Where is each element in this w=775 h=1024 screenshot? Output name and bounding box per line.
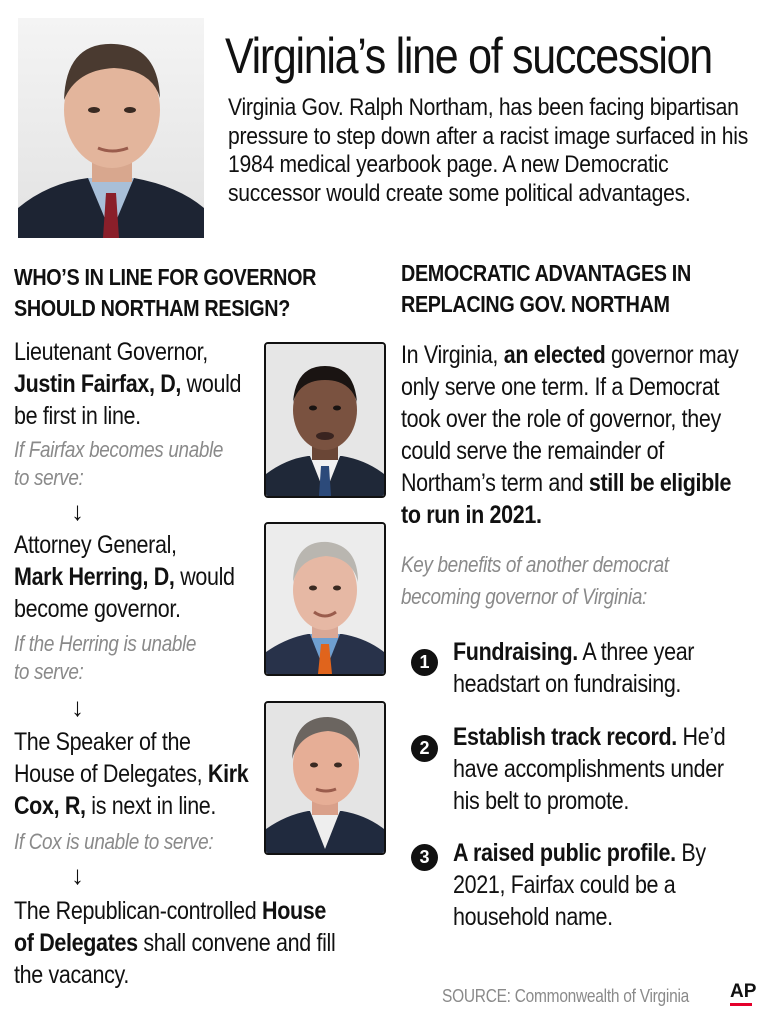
key-line2: becoming governor of Virginia: <box>401 584 647 609</box>
step4-line1-pre: The Republican-controlled <box>14 897 263 925</box>
left-heading-line2: SHOULD NORTHAM RESIGN? <box>14 295 290 321</box>
step1-name-line <box>14 368 272 400</box>
northam-photo <box>18 18 204 238</box>
right-heading-line2: REPLACING GOV. NORTHAM <box>401 291 670 317</box>
step4-line2-bold: of Delegates <box>14 929 138 957</box>
left-heading-line1: WHO’S IN LINE FOR GOVERNOR <box>14 264 317 290</box>
benefit-2 <box>453 721 763 817</box>
fairfax-photo <box>264 342 386 498</box>
step3-line3 <box>14 790 272 822</box>
para-l6-bold: to run in 2021. <box>401 501 542 529</box>
northam-portrait-illustration <box>18 18 204 238</box>
step3-line2-pre: House of Delegates, <box>14 760 208 788</box>
intro-text: Virginia Gov. Ralph Northam, has been facing bipartisan pressure to step down after a racist image surfaced in his 1984 medical yearbook page. A new Democratic successor would create some political advantages. <box>228 94 748 207</box>
step2-name: Mark Herring, D, <box>14 563 175 591</box>
para-line5 <box>401 467 775 499</box>
para-line3: took over the role of governor, they <box>401 405 721 433</box>
step3-condition: If Cox is unable to serve: <box>14 829 214 854</box>
fairfax-portrait-illustration <box>266 344 384 496</box>
page-title: Virginia’s line of succession <box>225 28 712 84</box>
step2-condition-line2: to serve: <box>14 659 84 684</box>
cox-photo <box>264 701 386 855</box>
step2-post: become governor. <box>14 595 181 623</box>
down-arrow-icon: ↓ <box>71 692 84 722</box>
advantages-paragraph <box>401 339 775 531</box>
step3-name-last: Cox, R, <box>14 792 86 820</box>
step1-condition-line2: to serve: <box>14 465 84 490</box>
key-benefits-intro <box>401 549 669 613</box>
step1-condition-line1: If Fairfax becomes unable <box>14 437 224 462</box>
benefit-3 <box>453 837 763 933</box>
down-arrow-icon: ↓ <box>71 496 84 526</box>
para-line2: only serve one term. If a Democrat <box>401 373 720 401</box>
para-line4: could serve the remainder of <box>401 437 664 465</box>
step4-line2 <box>14 927 358 959</box>
right-heading <box>401 258 691 320</box>
step4-line3: the vacancy. <box>14 961 129 989</box>
benefit-3-line1 <box>453 837 763 869</box>
succession-step-4 <box>14 895 358 991</box>
step2-post-inline: would <box>174 563 235 591</box>
benefit-2-line2: have accomplishments under <box>453 755 724 783</box>
ap-logo: AP <box>730 981 757 1002</box>
benefit-1-line1 <box>453 636 763 668</box>
right-heading-line1: DEMOCRATIC ADVANTAGES IN <box>401 260 691 286</box>
number-2-badge: 2 <box>411 735 438 762</box>
step2-role: Attorney General, <box>14 531 177 559</box>
benefit-1 <box>453 636 763 700</box>
step3-name-first: Kirk <box>207 760 249 788</box>
step1-role: Lieutenant Governor, <box>14 338 208 366</box>
source-credit: SOURCE: Commonwealth of Virginia <box>442 986 689 1006</box>
para-l1-bold: an elected <box>503 341 606 369</box>
benefit-2-line3: his belt to promote. <box>453 787 629 815</box>
para-line1 <box>401 339 775 371</box>
benefit-3-line2: 2021, Fairfax could be a <box>453 871 676 899</box>
herring-portrait-illustration <box>266 524 384 674</box>
benefit-1-line2: headstart on fundraising. <box>453 670 682 698</box>
step3-line3-post: is next in line. <box>85 792 217 820</box>
para-l5-bold: still be eligible <box>588 469 732 497</box>
benefit-1-title: Fundraising. <box>453 638 578 666</box>
step2-condition <box>14 630 196 686</box>
step2-condition-line1: If the Herring is unable <box>14 631 197 656</box>
benefit-1-rest1: A three year <box>577 638 695 666</box>
cox-portrait-illustration <box>266 703 384 853</box>
para-line6 <box>401 499 775 531</box>
benefit-2-rest1: He’d <box>676 723 726 751</box>
step3-line2 <box>14 758 272 790</box>
step1-condition <box>14 436 223 492</box>
step1-post: be first in line. <box>14 402 141 430</box>
herring-photo <box>264 522 386 676</box>
step2-name-line <box>14 561 272 593</box>
benefit-2-line1 <box>453 721 763 753</box>
succession-step-3 <box>14 726 272 822</box>
benefit-3-line3: household name. <box>453 903 613 931</box>
number-1-badge: 1 <box>411 649 438 676</box>
para-l1-post: governor may <box>605 341 739 369</box>
down-arrow-icon: ↓ <box>71 860 84 890</box>
succession-step-2 <box>14 529 272 625</box>
key-line1: Key benefits of another democrat <box>401 552 669 577</box>
succession-step-1 <box>14 336 272 432</box>
step4-line2-post: shall convene and fill <box>137 929 336 957</box>
benefit-2-title: Establish track record. <box>453 723 677 751</box>
number-3-badge: 3 <box>411 844 438 871</box>
step1-name: Justin Fairfax, D, <box>14 370 182 398</box>
step4-line1-bold: House <box>262 897 327 925</box>
step1-post-inline: would <box>181 370 242 398</box>
para-l5-pre: Northam’s term and <box>401 469 589 497</box>
para-l1-pre: In Virginia, <box>401 341 504 369</box>
benefit-3-rest1: By <box>675 839 706 867</box>
step4-line1 <box>14 895 358 927</box>
ap-logo-underline <box>730 1003 752 1006</box>
benefit-3-title: A raised public profile. <box>453 839 676 867</box>
left-heading <box>14 262 316 324</box>
step3-line1: The Speaker of the <box>14 728 191 756</box>
